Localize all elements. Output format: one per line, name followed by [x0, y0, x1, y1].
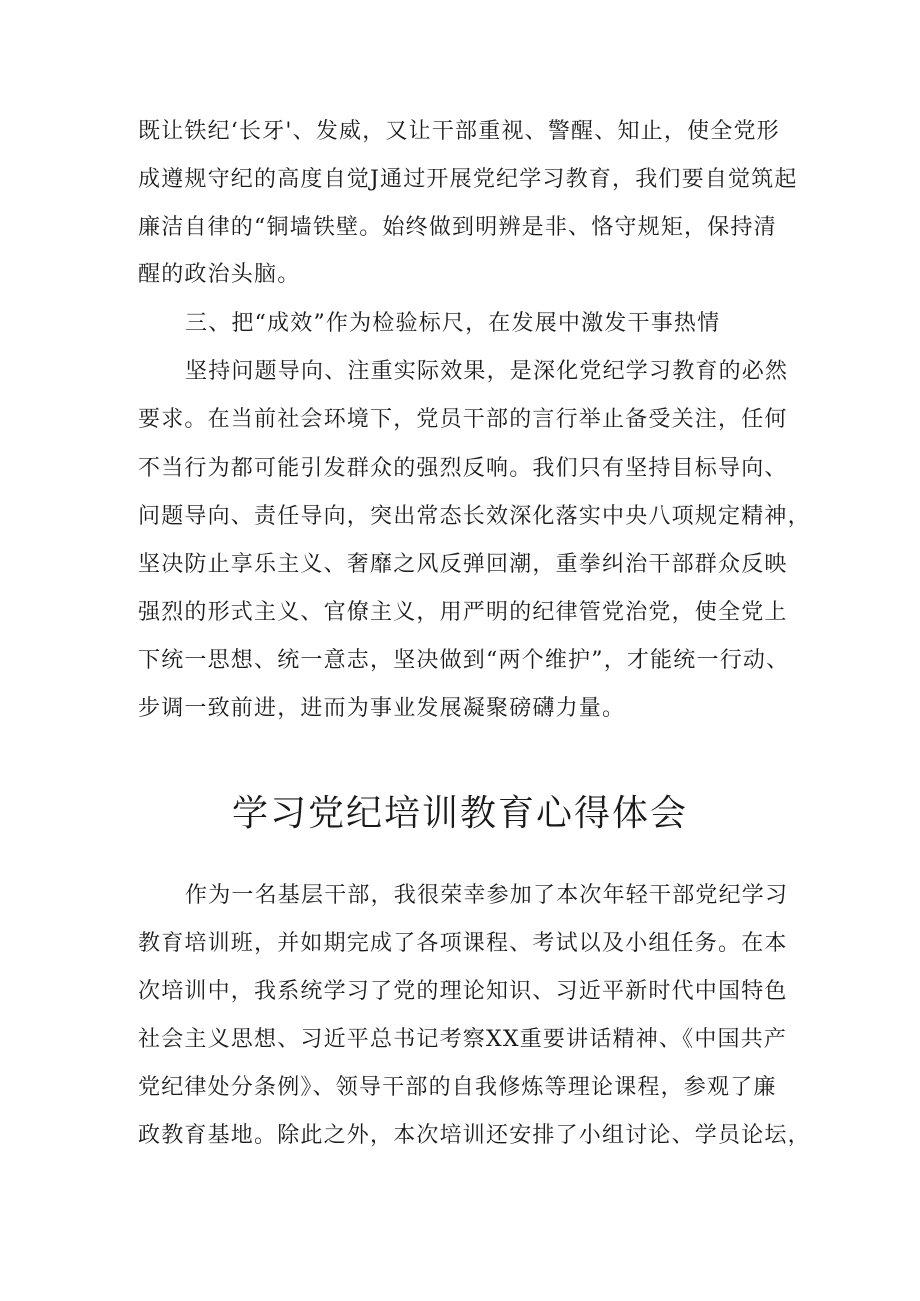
paragraph-line: 教育培训班，并如期完成了各项课程、考试以及小组任务。在本 — [138, 931, 788, 956]
paragraph-line: 要求。在当前社会环境下，党员干部的言行举止备受关注，任何 — [138, 407, 788, 432]
paragraph-line: 强烈的形式主义、官僚主义，用严明的纪律管党治党，使全党上 — [138, 600, 788, 625]
article-title: 学习党纪培训教育心得体会 — [231, 793, 688, 834]
paragraph-line: 党纪律处分条例》、领导干部的自我修炼等理论课程，参观了廉 — [138, 1075, 777, 1100]
paragraph-line: 醒的政治头脑。 — [138, 262, 301, 287]
section-heading: 三、把“成效”作为检验标尺，在发展中激发干事热情 — [185, 311, 721, 336]
paragraph-line: 次培训中，我系统学习了党的理论知识、习近平新时代中国特色 — [138, 979, 788, 1004]
paragraph-line: 作为一名基层干部，我很荣幸参加了本次年轻干部党纪学习 — [185, 883, 789, 908]
paragraph-line: 问题导向、责任导向，突出常态长效深化落实中央八项规定精神， — [138, 504, 811, 529]
paragraph-line: 步调一致前进，进而为事业发展凝聚磅礴力量。 — [138, 696, 626, 721]
paragraph-line: 不当行为都可能引发群众的强烈反响。我们只有坚持目标导向、 — [138, 456, 788, 481]
paragraph-line: 廉洁自律的“铜墙铁壁。始终做到明辨是非、恪守规矩，保持清 — [138, 215, 777, 240]
paragraph-line: 社会主义思想、习近平总书记考察XX重要讲话精神、《中国共产 — [138, 1027, 788, 1052]
paragraph-line: 下统一思想、统一意志，坚决做到“两个维护”，才能统一行动、 — [138, 648, 790, 673]
paragraph-line: 成遵规守纪的高度自觉J通过开展党纪学习教育，我们要自觉筑起 — [138, 167, 798, 192]
paragraph-line: 既让铁纪‘长牙'、发威，又让干部重视、警醒、知止，使全党形 — [138, 119, 780, 144]
paragraph-line: 政教育基地。除此之外，本次培训还安排了小组讨论、学员论坛， — [138, 1123, 811, 1148]
paragraph-line: 坚决防止享乐主义、奢靡之风反弹回潮，重拳纠治干部群众反映 — [138, 552, 788, 577]
paragraph-line: 坚持问题导向、注重实际效果，是深化党纪学习教育的必然 — [185, 359, 789, 384]
